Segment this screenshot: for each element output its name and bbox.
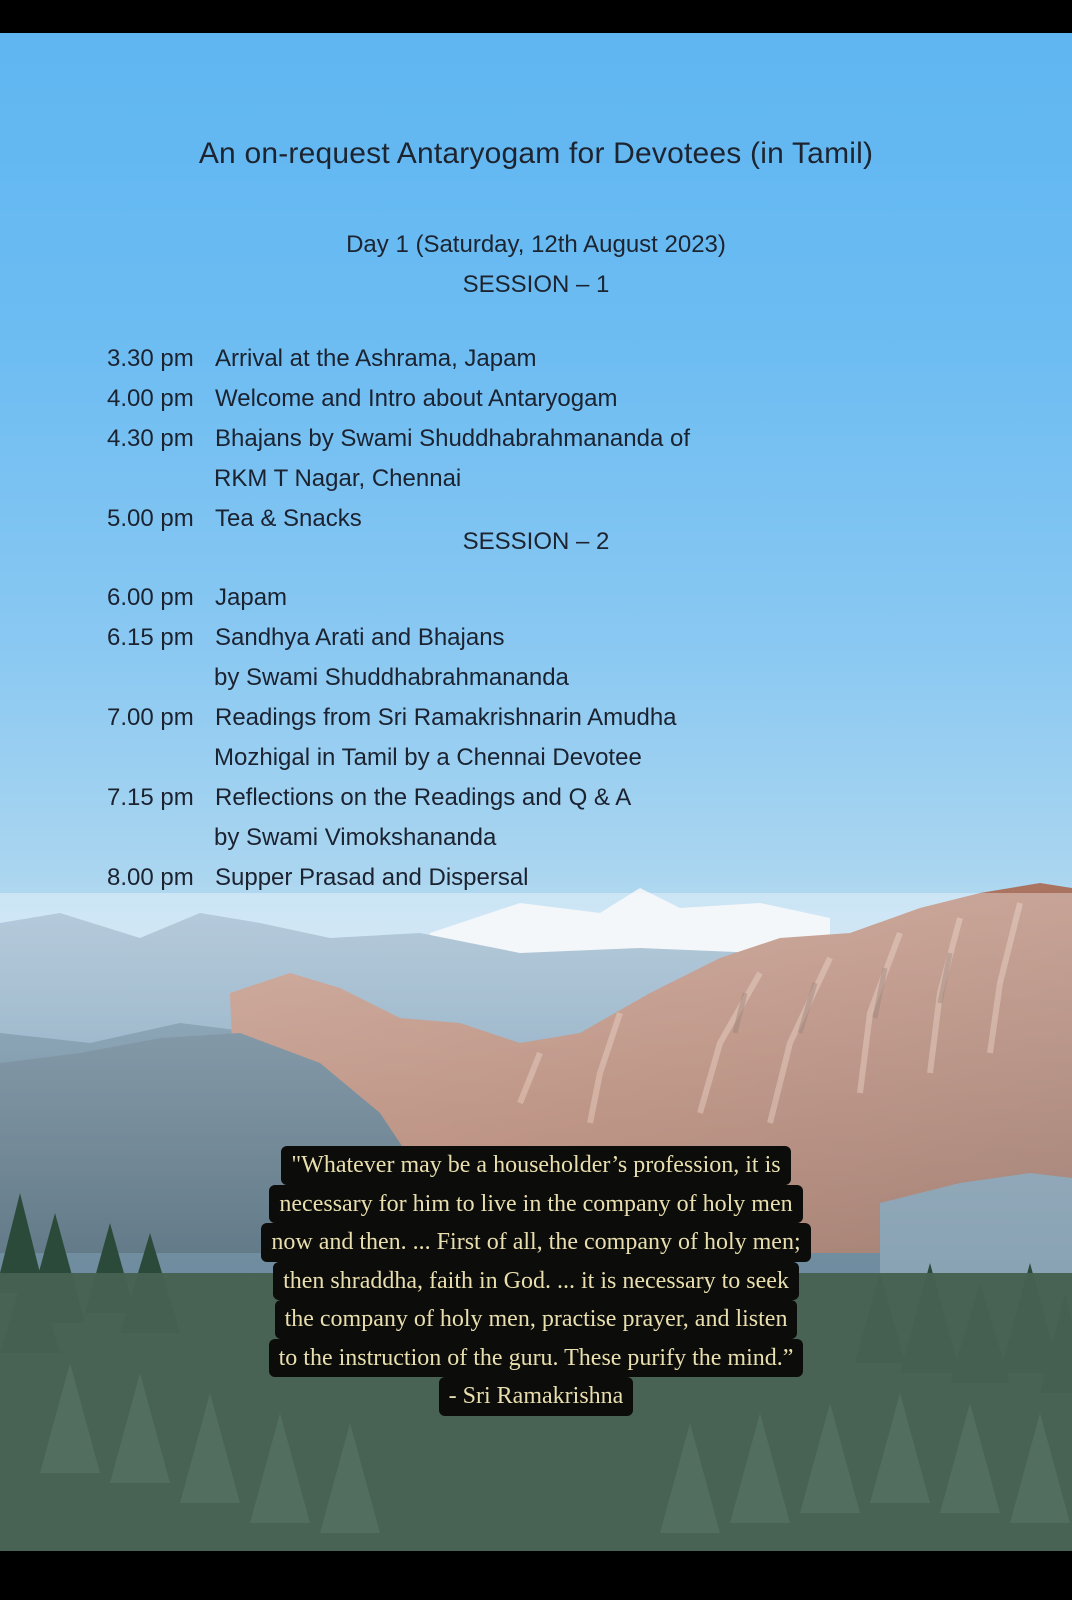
schedule-time: 6.00 pm <box>107 584 194 611</box>
schedule-item <box>107 425 690 453</box>
schedule-activity: Reflections on the Readings and Q & A <box>215 784 632 811</box>
schedule-activity: Japam <box>215 584 288 611</box>
schedule-time: 5.00 pm <box>107 505 194 532</box>
schedule-activity: Tea & Snacks <box>215 505 362 532</box>
schedule-item <box>107 704 677 732</box>
schedule-time: 7.15 pm <box>107 784 194 811</box>
schedule-activity: Bhajans by Swami Shuddhabrahmananda of <box>215 425 690 452</box>
quote-line: necessary for him to live in the company of holy men <box>269 1185 802 1224</box>
schedule-time: 4.30 pm <box>107 425 194 452</box>
schedule-activity-continued: by Swami Shuddhabrahmananda <box>214 664 569 691</box>
schedule-time: 6.15 pm <box>107 624 194 651</box>
schedule-time: 8.00 pm <box>107 864 194 891</box>
ramakrishna-quote <box>0 1146 1072 1416</box>
schedule-time: 3.30 pm <box>107 345 194 372</box>
schedule-item <box>107 624 505 652</box>
schedule-item <box>107 864 529 892</box>
quote-line: "Whatever may be a householder’s profession, it is <box>281 1146 790 1185</box>
session-2-label: SESSION – 2 <box>462 528 610 555</box>
schedule-activity-continued: RKM T Nagar, Chennai <box>214 465 462 492</box>
schedule-activity: Welcome and Intro about Antaryogam <box>215 385 618 412</box>
quote-line: to the instruction of the guru. These purify the mind.” <box>269 1339 804 1378</box>
schedule-activity: Supper Prasad and Dispersal <box>215 864 529 891</box>
schedule-item <box>107 385 617 413</box>
schedule-activity: Readings from Sri Ramakrishnarin Amudha <box>215 704 677 731</box>
schedule-activity-continued: by Swami Vimokshananda <box>214 824 497 851</box>
poster-title: An on-request Antaryogam for Devotees (in Tamil) <box>198 137 874 170</box>
schedule-activity: Sandhya Arati and Bhajans <box>215 624 505 651</box>
schedule-item <box>107 345 536 373</box>
schedule-activity-continued: Mozhigal in Tamil by a Chennai Devotee <box>214 744 642 771</box>
schedule-item <box>107 584 287 612</box>
event-poster <box>0 33 1072 1551</box>
quote-line: then shraddha, faith in God. ... it is necessary to seek <box>273 1262 799 1301</box>
quote-line: now and then. ... First of all, the company of holy men; <box>261 1223 810 1262</box>
session-1-label: SESSION – 1 <box>462 271 610 298</box>
schedule-time: 4.00 pm <box>107 385 194 412</box>
quote-attribution: - Sri Ramakrishna <box>439 1377 634 1416</box>
schedule-item <box>107 784 631 812</box>
schedule-activity: Arrival at the Ashrama, Japam <box>215 345 537 372</box>
day-heading: Day 1 (Saturday, 12th August 2023) <box>346 231 726 258</box>
schedule-time: 7.00 pm <box>107 704 194 731</box>
quote-line: the company of holy men, practise prayer, and listen <box>275 1300 798 1339</box>
